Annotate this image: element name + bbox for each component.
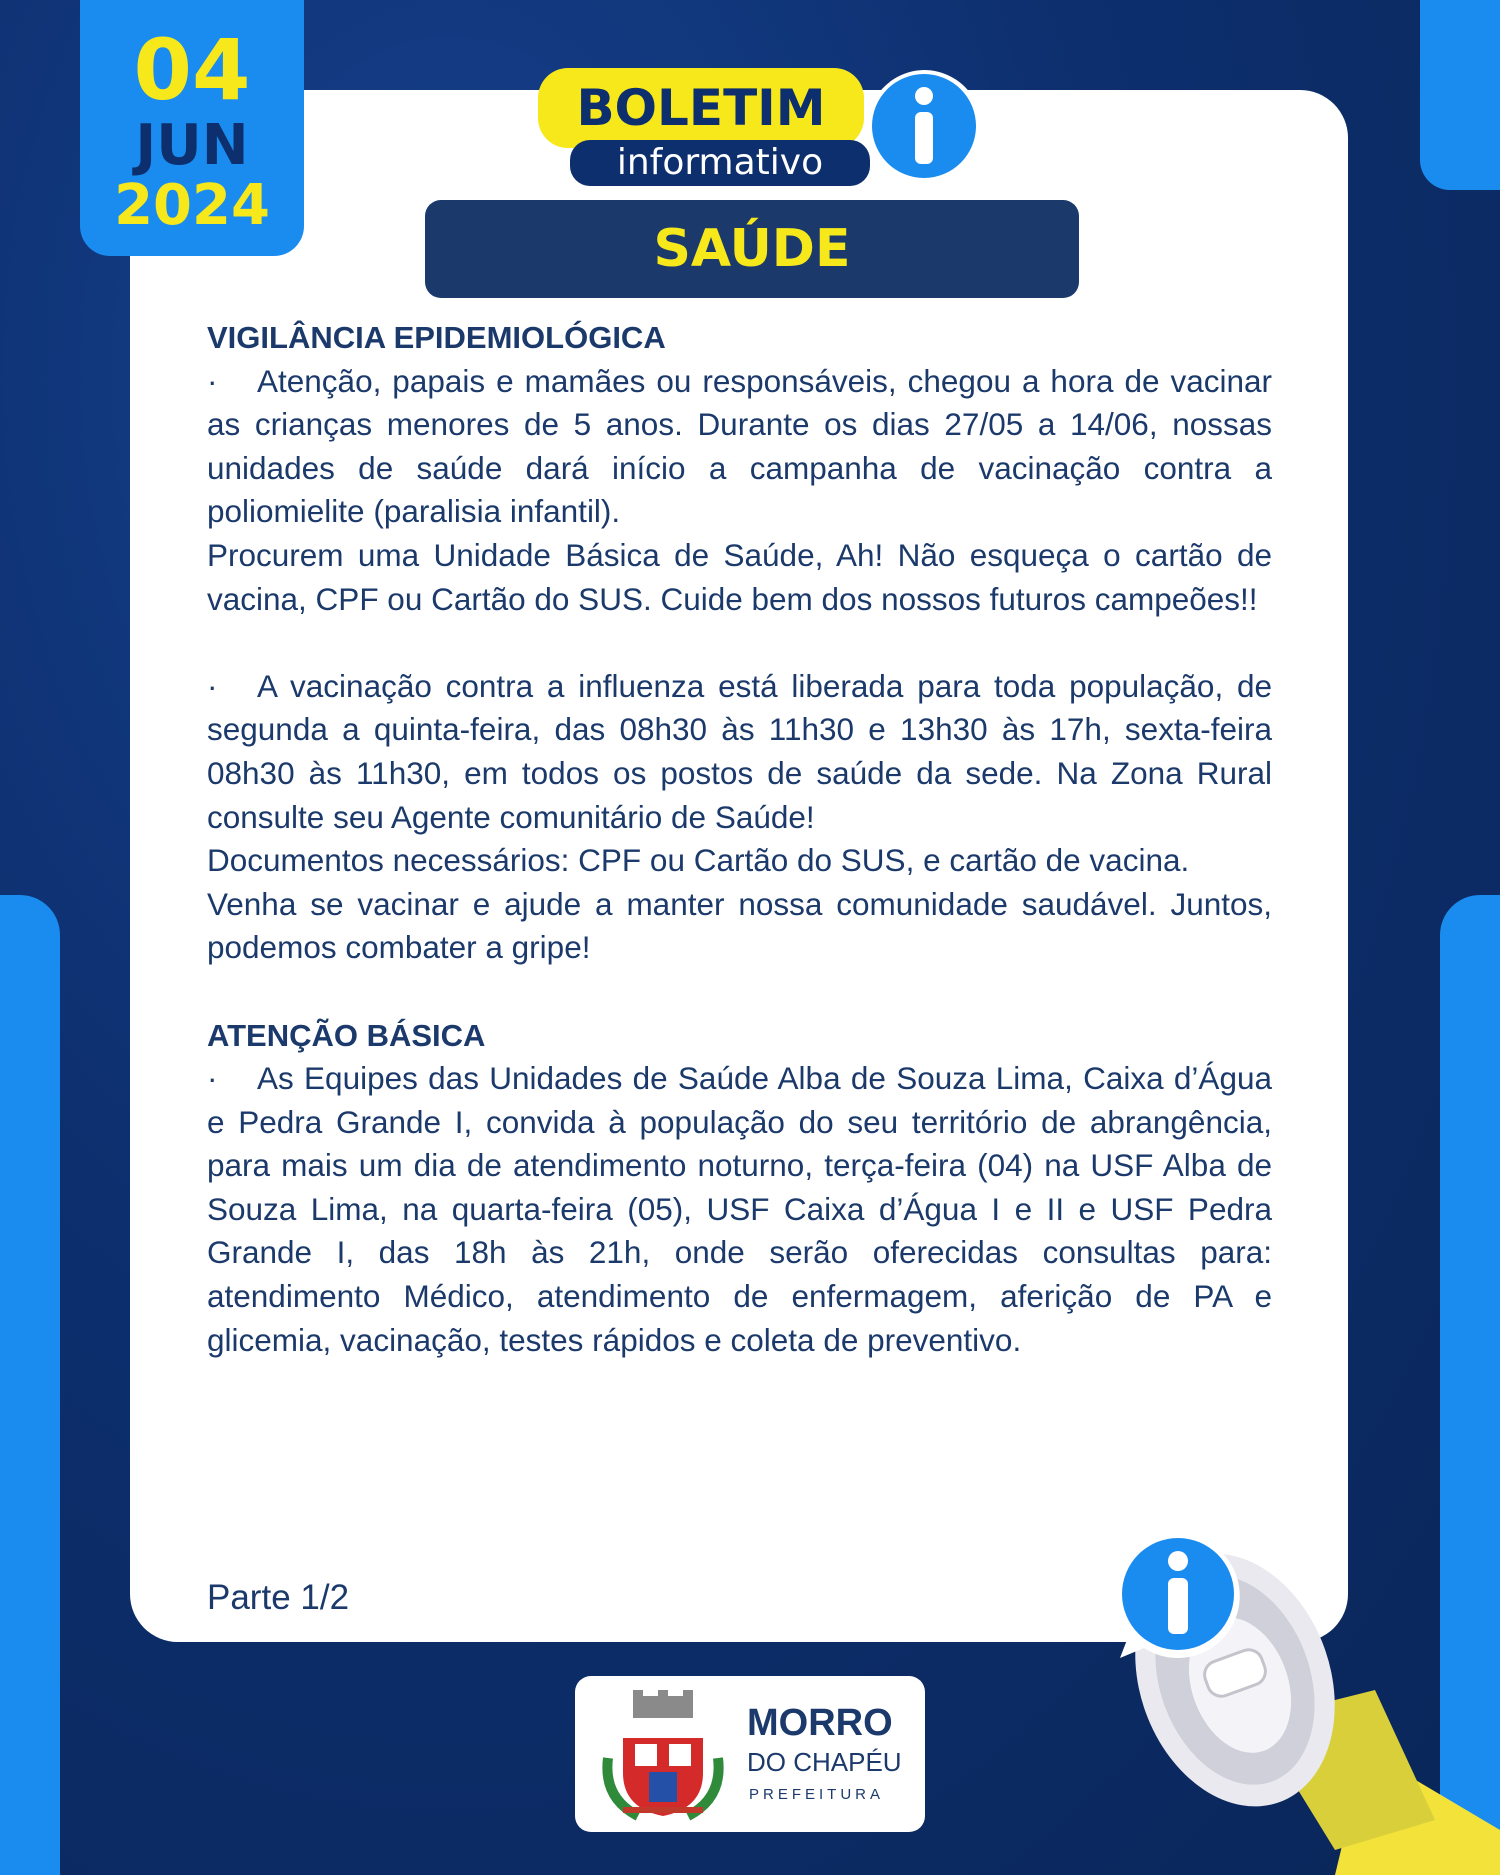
bullet-marker: · <box>207 362 218 399</box>
page-indicator: Parte 1/2 <box>207 1578 350 1617</box>
bullet-paragraph <box>207 360 1272 534</box>
bullet-text: A vacinação contra a influenza está liberada para toda população, de segunda a quinta-feira, das 08h30 às 11h30 e 13h30 às 17h, sexta-feira 08h30 às 11h30, em todos os postos de saúde da sede. Na Zona Rural consulte seu Agente comunitário de Saúde! <box>207 667 1272 835</box>
date-year: 2024 <box>114 173 270 238</box>
paragraph: Documentos necessários: CPF ou Cartão do SUS, e cartão de vacina. <box>207 842 1190 879</box>
prefeitura-logo <box>575 1676 925 1832</box>
municipal-crest-icon <box>593 1688 733 1824</box>
date-badge <box>80 0 304 256</box>
top-right-strip <box>1420 0 1500 190</box>
bullet-paragraph <box>207 665 1272 839</box>
date-month: JUN <box>135 113 249 178</box>
logo-line-3: PREFEITURA <box>749 1786 885 1803</box>
bullet-paragraph <box>207 1057 1272 1362</box>
bullet-marker: · <box>207 667 218 704</box>
bullet-text: Atenção, papais e mamães ou responsáveis, chegou a hora de vacinar as crianças menores de 5 anos. Durante os dias 27/05 a 14/06, nossas unidades de saúde dará início a campanha de vacinação contra a poliomielite (paralisia infantil). <box>207 362 1272 530</box>
logo-line-2: DO CHAPÉU <box>747 1747 902 1777</box>
bullet-marker: · <box>207 1060 218 1097</box>
bullet-text: As Equipes das Unidades de Saúde Alba de Souza Lima, Caixa d’Água e Pedra Grande I, convida à população do seu território de abrangência, para mais um dia de atendimento noturno, terça-feira (04) na USF Alba de Souza Lima, na quarta-feira (05), USF Caixa d’Água I e II e USF Pedra Grande I, das 18h às 21h, onde serão oferecidas consultas para: atendimento Médico, atendimento de enfermagem, aferição de PA e glicemia, vacinação, testes rápidos e coleta de preventivo. <box>207 1060 1272 1358</box>
heading-atencao-basica: ATENÇÃO BÁSICA <box>207 1017 486 1053</box>
heading-vigilancia: VIGILÂNCIA EPIDEMIOLÓGICA <box>207 320 666 355</box>
badge-title: BOLETIM <box>538 68 864 148</box>
paragraph: Procurem uma Unidade Básica de Saúde, Ah! Não esqueça o cartão de vacina, CPF ou Cartão do SUS. Cuide bem dos nossos futuros campeões!! <box>207 536 1272 617</box>
info-bubble-icon <box>1108 1526 1248 1666</box>
badge-subtitle: informativo <box>570 140 870 186</box>
left-strip <box>0 895 60 1875</box>
info-bubble-icon <box>860 64 988 192</box>
bulletin-content <box>207 316 1272 1362</box>
date-day: 04 <box>133 21 251 119</box>
logo-line-1: MORRO <box>747 1702 893 1744</box>
paragraph: Venha se vacinar e ajude a manter nossa comunidade saudável. Juntos, podemos combater a gripe! <box>207 885 1272 966</box>
section-title: SAÚDE <box>425 200 1079 298</box>
